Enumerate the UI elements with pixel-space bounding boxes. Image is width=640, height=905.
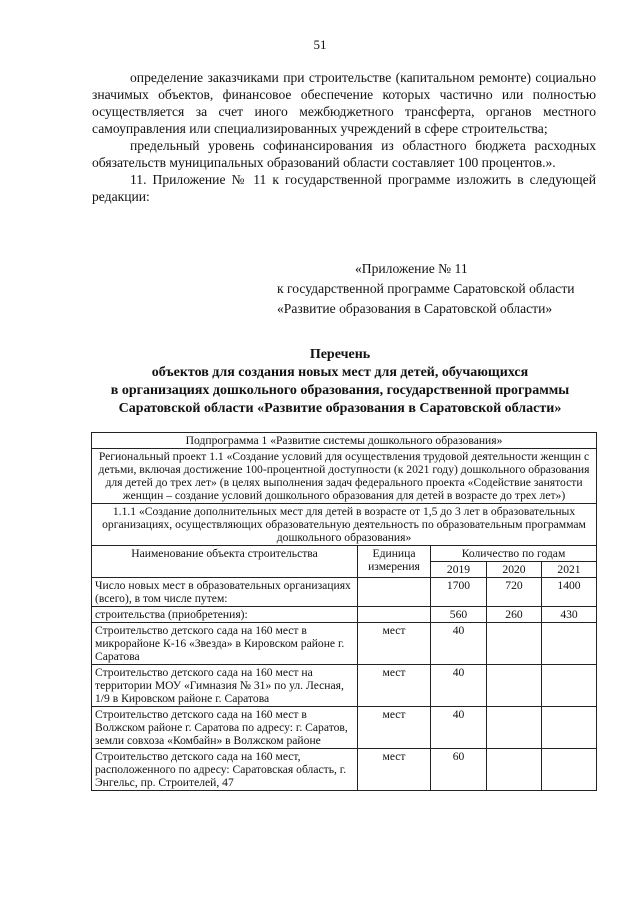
title-line-3: в организациях дошкольного образования, государственной программы xyxy=(110,383,570,398)
object-2020 xyxy=(487,623,542,665)
construction-name: строительства (приобретения): xyxy=(92,607,358,623)
header-year-2020: 2020 xyxy=(487,562,542,578)
total-row xyxy=(92,578,597,607)
document-title xyxy=(80,346,600,418)
paragraph-appendix-amendment: 11. Приложение № 11 к государственной программе изложить в следующей редакции: xyxy=(92,172,596,204)
header-row xyxy=(92,546,597,562)
table-row xyxy=(92,665,597,707)
total-2019: 1700 xyxy=(431,578,487,607)
header-year-2019: 2019 xyxy=(431,562,487,578)
table-row xyxy=(92,623,597,665)
total-name: Число новых мест в образовательных организациях (всего), в том числе путем: xyxy=(92,578,358,607)
table-row xyxy=(92,707,597,749)
object-unit: мест xyxy=(358,707,431,749)
header-quantity: Количество по годам xyxy=(431,546,597,562)
appendix-program-name: «Развитие образования в Саратовской области» xyxy=(277,301,553,316)
object-2021 xyxy=(542,665,597,707)
page-number: 51 xyxy=(313,37,327,52)
header-name: Наименование объекта строительства xyxy=(92,546,358,578)
objects-table xyxy=(91,432,597,791)
object-unit: мест xyxy=(358,665,431,707)
regional-project-row xyxy=(92,449,597,504)
total-2021: 1400 xyxy=(542,578,597,607)
title-line-1: Перечень xyxy=(309,347,371,362)
appendix-program-ref: к государственной программе Саратовской области xyxy=(277,281,575,296)
construction-unit xyxy=(358,607,431,623)
object-name: Строительство детского сада на 160 мест в Волжском районе г. Саратова по адресу: г. Саратов, земли совхоза «Комбайн» в Волжском районе xyxy=(92,707,358,749)
object-2019: 40 xyxy=(431,707,487,749)
construction-2021: 430 xyxy=(542,607,597,623)
object-2021 xyxy=(542,749,597,791)
object-2021 xyxy=(542,707,597,749)
title-line-4: Саратовской области «Развитие образования в Саратовской области» xyxy=(118,401,562,416)
paragraph-customers: определение заказчиками при строительстве (капитальном ремонте) социально значимых объектов, финансовое обеспечение которых частично или полностью осуществляется за счет иного межбюджетного трансферта, органов местного самоуправления или специализированных учреждений в сфере строительства; xyxy=(92,70,596,136)
construction-2020: 260 xyxy=(487,607,542,623)
object-2020 xyxy=(487,749,542,791)
header-year-2021: 2021 xyxy=(542,562,597,578)
object-2020 xyxy=(487,665,542,707)
paragraph-cofinancing: предельный уровень софинансирования из областного бюджета расходных обязательств муниципальных образований области составляет 100 процентов.». xyxy=(92,138,596,170)
object-name: Строительство детского сада на 160 мест, расположенного по адресу: Саратовская область, г. Энгельс, пр. Строителей, 47 xyxy=(92,749,358,791)
object-name: Строительство детского сада на 160 мест в микрорайоне К-16 «Звезда» в Кировском районе г. Саратова xyxy=(92,623,358,665)
object-2021 xyxy=(542,623,597,665)
subprogram-row xyxy=(92,433,597,449)
total-unit xyxy=(358,578,431,607)
appendix-number: «Приложение № 11 xyxy=(355,261,468,276)
object-2019: 40 xyxy=(431,623,487,665)
header-unit: Единица измерения xyxy=(358,546,431,578)
title-line-2: объектов для создания новых мест для детей, обучающихся xyxy=(151,365,529,380)
table-row xyxy=(92,749,597,791)
construction-2019: 560 xyxy=(431,607,487,623)
construction-row xyxy=(92,607,597,623)
body-text xyxy=(92,69,596,205)
appendix-header xyxy=(277,259,597,319)
object-2020 xyxy=(487,707,542,749)
object-2019: 40 xyxy=(431,665,487,707)
object-unit: мест xyxy=(358,623,431,665)
measure-cell: 1.1.1 «Создание дополнительных мест для детей в возрасте от 1,5 до 3 лет в образовательных организациях, осуществляющих образовательную деятельность по образовательным программам дошкольного образования» xyxy=(92,504,597,546)
object-unit: мест xyxy=(358,749,431,791)
total-2020: 720 xyxy=(487,578,542,607)
subprogram-cell: Подпрограмма 1 «Развитие системы дошкольного образования» xyxy=(92,433,597,449)
regional-project-cell: Региональный проект 1.1 «Создание условий для осуществления трудовой деятельности женщин с детьми, включая достижение 100-процентной доступности (к 2021 году) дошкольного образования для детей до трех лет» (в целях выполнения задач федерального проекта «Содействие занятости женщин – создание условий дошкольного образования для детей в возрасте до трех лет») xyxy=(92,449,597,504)
object-2019: 60 xyxy=(431,749,487,791)
measure-row xyxy=(92,504,597,546)
object-name: Строительство детского сада на 160 мест на территории МОУ «Гимназия № 31» по ул. Лесная, 1/9 в Кировском районе г. Саратова xyxy=(92,665,358,707)
